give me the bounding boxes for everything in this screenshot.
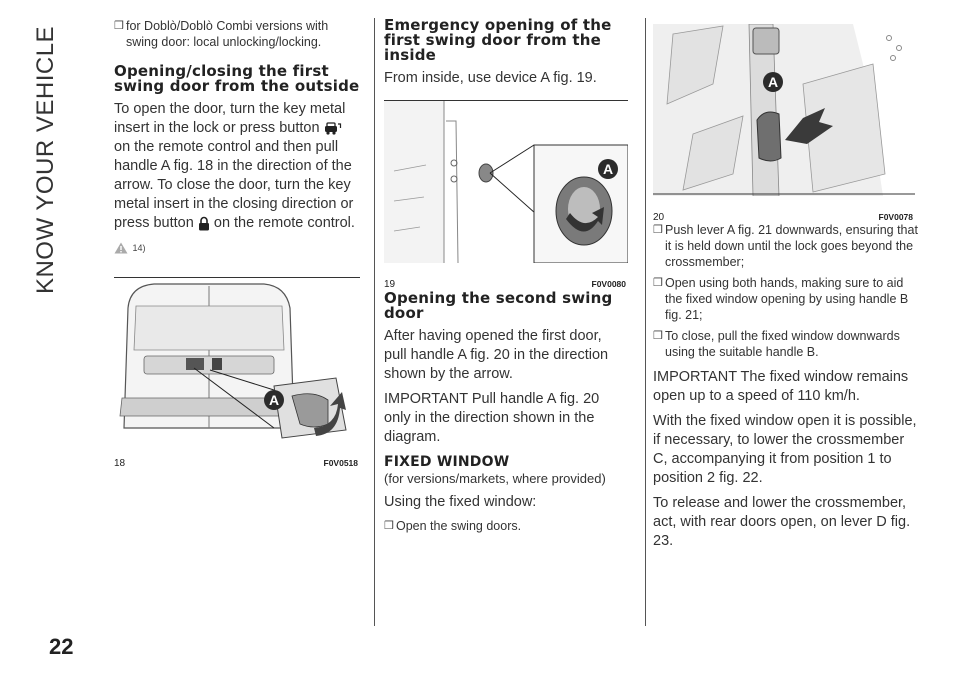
figure-code: F0V0078 [878, 212, 913, 222]
paragraph [114, 100, 360, 233]
figure-19-illustration [384, 101, 628, 263]
warning-triangle-icon [114, 242, 128, 254]
bullet-text: Push lever A fig. 21 downwards, ensuring that it is held down until the lock goes beyond the crossmember; [665, 223, 918, 269]
warning-reference [114, 239, 360, 257]
callout-a: A [598, 159, 618, 179]
bullet-text: for Doblò/Doblò Combi versions with swing door: local unlocking/locking. [126, 19, 329, 49]
side-section-title-text: KNOW YOUR VEHICLE [32, 25, 59, 295]
paragraph: From inside, use device A fig. 19. [384, 70, 597, 86]
section-heading: Opening/closing the first swing door from the outside [114, 62, 360, 95]
bullet-item [114, 18, 360, 50]
callout-a: A [264, 390, 284, 410]
side-section-title [26, 10, 66, 310]
column-divider-2 [645, 18, 646, 626]
callout-a: A [763, 72, 783, 92]
section-heading: FIXED WINDOW [384, 454, 510, 470]
column-1 [114, 18, 360, 469]
padlock-icon [198, 216, 210, 231]
bullet-text: Open using both hands, making sure to aid the fixed window opening by using handle B fig. 21; [665, 276, 909, 322]
subheading: (for versions/markets, where provided) [384, 471, 606, 486]
figure-code: F0V0518 [323, 458, 358, 468]
bullet-text: To close, pull the fixed window downwards using the suitable handle B. [665, 329, 900, 359]
figure-number: 18 [114, 458, 126, 469]
figure-20 [653, 24, 915, 223]
page-number: 22 [49, 634, 74, 659]
paragraph: With the fixed window open it is possible, if necessary, to lower the crossmember C, accompanying it from position 1 to position 2 fig. 22. [653, 413, 917, 486]
figure-18 [114, 277, 360, 469]
bullet-text: Open the swing doors. [396, 519, 522, 533]
paragraph: IMPORTANT Pull handle A fig. 20 only in the direction shown in the diagram. [384, 391, 600, 445]
figure-number: 20 [653, 212, 665, 223]
figure-number: 19 [384, 279, 396, 290]
paragraph: To release and lower the crossmember, act, with rear doors open, on lever D fig. 23. [653, 495, 911, 549]
paragraph: Using the fixed window: [384, 494, 537, 510]
section-heading: Opening the second swing door [384, 289, 613, 322]
figure-code: F0V0080 [591, 279, 626, 289]
paragraph: After having opened the first door, pull handle A fig. 20 in the direction shown by the arrow. [384, 328, 609, 382]
bullet-item [653, 222, 918, 270]
warning-reference-number: 14) [132, 242, 146, 253]
column-3 [653, 18, 918, 557]
figure-18-illustration [114, 278, 360, 442]
figure-19 [384, 100, 628, 290]
paragraph-text-b: on the remote control and then pull handle A fig. 18 in the direction of the arrow. To close the door, turn the key metal insert in the closing direction or press button [114, 139, 354, 231]
bullet-item [384, 518, 628, 534]
section-heading: Emergency opening of the first swing door from the inside [384, 16, 612, 64]
bullet-item [653, 275, 918, 323]
figure-20-illustration [653, 24, 915, 196]
column-2 [384, 18, 628, 539]
car-unlock-icon [324, 122, 342, 135]
paragraph-text-a: To open the door, turn the key metal insert in the lock or press button [114, 101, 346, 136]
paragraph-text-c: on the remote control. [213, 215, 355, 231]
column-divider-1 [374, 18, 375, 626]
bullet-item [653, 328, 918, 360]
paragraph: IMPORTANT The fixed window remains open up to a speed of 110 km/h. [653, 369, 909, 404]
